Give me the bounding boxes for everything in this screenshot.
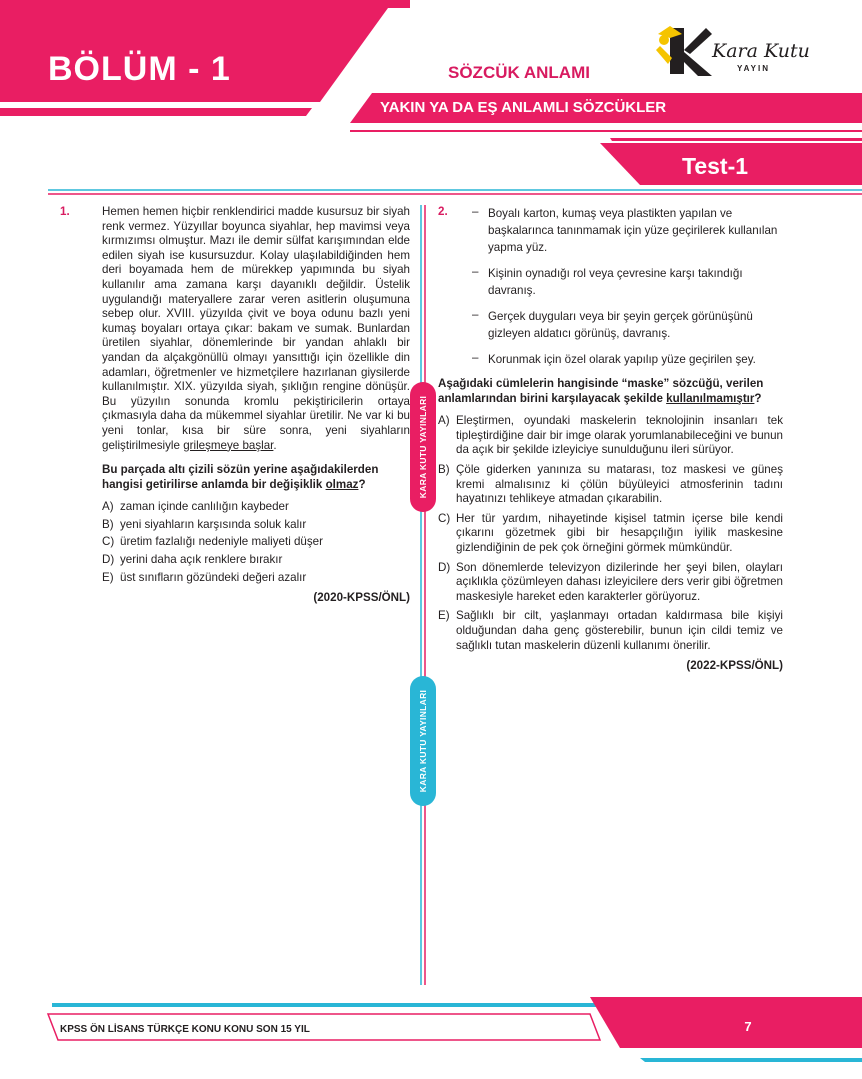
option-c[interactable]: C) Her tür yardım, nihayetinde kişisel tatmin içerse bile kendi çıkarını gözetmek gibi bir hesapçılığın iyilik maskesine gizlendiğinin de pek çok örneğini görmek mümkündür. [438, 511, 783, 554]
side-label-bottom: KARA KUTU YAYINLARI [410, 676, 436, 806]
option-e[interactable]: E) üst sınıfların gözündeki değeri azalır [102, 570, 307, 584]
page-number: 7 [733, 1013, 763, 1039]
option-d[interactable]: D) yerini daha açık renklere bırakır [102, 553, 283, 567]
chapter-title: BÖLÜM - 1 [48, 50, 231, 88]
option-e[interactable]: E) Sağlıklı bir cilt, yaşlanmayı ortadan kaldırmasa bile kişiyi olduğundan daha genç gösterebilir, bunun için cildi temiz ve sağlıklı tutan maskelerin düzenli kullanımı önerilir. [438, 609, 783, 652]
question-source: (2020-KPSS/ÖNL) [313, 591, 410, 605]
footer-text: KPSS ÖN LİSANS TÜRKÇE KONU KONU SON 15 YIL [60, 1024, 310, 1035]
subject-title: SÖZCÜK ANLAMI [448, 63, 590, 82]
option-b[interactable]: B) yeni siyahların karşısında soluk kalır [102, 517, 307, 531]
definition-item: – Gerçek duyguları veya bir şeyin gerçek görünüşünü gizleyen aldatıcı görünüş, davranış. [472, 308, 753, 340]
logo-icon [656, 26, 712, 76]
underlined-phrase: grileşmeye başlar [183, 438, 274, 452]
option-a[interactable]: A) zaman içinde canlılığın kaybeder [102, 500, 289, 514]
question-stem: Aşağıdaki cümlelerin hangisinde “maske” sözcüğü, verilen anlamlarından birini karşılayacak şekilde kullanılmamıştır? [438, 377, 764, 405]
option-a[interactable]: A) Eleştirmen, oyundaki maskelerin teknolojinin insanları tek tipleştirdiğine dair bir imge olarak yorumlanabileceğini ve bunun da açık bir şekilde izleyiciye sunulduğunu ileri sürüyor. [438, 414, 783, 457]
question-number: 2. [438, 205, 448, 218]
question-passage: Hemen hemen hiçbir renklendirici madde kusursuz bir siyah renk vermez. Yüzyıllar boyunca siyahlar, hep mavimsi veya kırmızımsı olmuştur. Mazı ile demir sülfat karışımından elde edilen siyah ise kusursuzdur. Kolay ulaşılabildiğinden hem deri boyamada hem de mürekkep yapımında bu siyah kullanılır ama zamana karşı dayanıklı değildir. Üstelik uygulandığı materyallere zarar veren asitlerin oluşumuna sebep olur. XVIII. yüzyılda çivit ve boya odunu bazlı yeni kumaş boyaları ortaya çıkar: bakam ve sumak. Bunlardan üretilen siyahlar, dönemlerinde bir yandan ahlaklı bir yandan da alçakgönüllü olmayı yansıttığı için özellikle din adamları, öğretmenler ve hizmetçilere hazırlanan giysilerde kullanılmıştır. XIX. yüzyılda siyah, şıklığın rengine dönüşür. Bu yüzyılın sonunda kromlu pekiştiricilerin ortaya çıkmasıyla daha da mükemmel siyahlar üretilir. Ne var ki bu yeni tonlar, kısa bir süre sonra, yeni siyahların geliştirilmesiyle grileşmeye başlar. [102, 205, 410, 452]
question-2 [438, 205, 783, 674]
option-d[interactable]: D) Son dönemlerde televizyon dizilerinde her şeyi bilen, olayları açıklıkla çözümleyen dahası izleyicilere ders verir gibi öğretmen maskesiyle hareket eden karakterler görüyoruz. [438, 560, 783, 603]
question-source: (2022-KPSS/ÖNL) [686, 659, 783, 673]
logo-subtitle: YAYIN [737, 64, 770, 73]
test-label: Test-1 [682, 153, 749, 179]
topic-title: YAKIN YA DA EŞ ANLAMLI SÖZCÜKLER [380, 99, 667, 116]
definition-item: – Korunmak için özel olarak yapılıp yüze geçirilen şey. [472, 351, 756, 366]
question-stem: Bu parçada altı çizili sözün yerine aşağıdakilerden hangisi getirilirse anlamda bir değişiklik olmaz? [102, 463, 379, 491]
definition-item: – Boyalı karton, kumaş veya plastikten yapılan ve başkalarınca tanınmamak için yüze geçirilerek kullanılan yapma yüz. [472, 205, 778, 254]
question-1 [60, 205, 410, 606]
side-label-top: KARA KUTU YAYINLARI [410, 382, 436, 512]
option-b[interactable]: B) Çöle giderken yanınıza su matarası, toz maskesi ve güneş kremi almalısınız ki çölün büyüleyici atmosferinin tadını hayatınızı tehlikeye atmadan çıkarabilin. [438, 462, 783, 506]
question-number: 1. [60, 205, 70, 218]
option-c[interactable]: C) üretim fazlalığı nedeniyle maliyeti düşer [102, 535, 323, 549]
logo-text: Kara Kutu [712, 40, 810, 62]
definition-item: – Kişinin oynadığı rol veya çevresine karşı takındığı davranış. [472, 265, 743, 297]
